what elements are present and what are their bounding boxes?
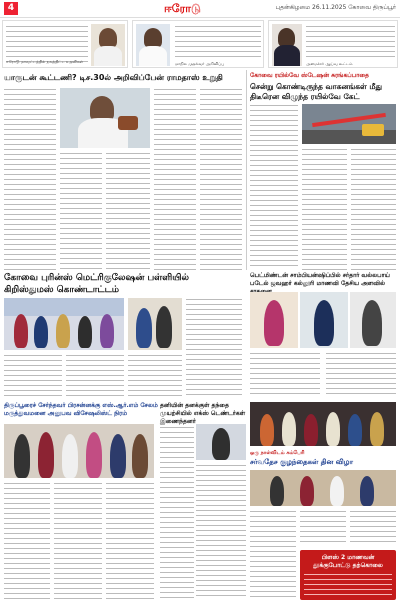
- middle-text-1: [160, 426, 194, 600]
- school-text-2: [4, 354, 62, 398]
- story-right-col-1: [250, 104, 298, 270]
- bottom-left-col-3: [106, 482, 154, 600]
- sports-photo-3: [350, 292, 396, 348]
- story-right-headline: சென்று கொண்டிருந்த வாகனங்கள் மீது திடீரென விழுந்த ரயில்வே கேட்: [250, 82, 382, 101]
- box3-caption: அமைச்சர் ஆய்வு கூட்டம்: [306, 61, 353, 66]
- sports-text-1: [250, 352, 320, 398]
- date-line: புதன்கிழமை 26.11.2025 கோவை திருப்பூர்: [275, 4, 396, 11]
- school-photo-2: [128, 298, 182, 350]
- story-left-col-2: [60, 152, 102, 270]
- sports-photo-1: [250, 292, 298, 348]
- bottom-left-photo: [4, 424, 154, 478]
- function-headline: சர்வதேச குழந்தைகள் தின விழா: [250, 458, 354, 466]
- sports-text-2: [326, 352, 396, 398]
- ad-box: [300, 550, 396, 600]
- story-left-photo: [60, 88, 150, 148]
- masthead: [0, 0, 400, 18]
- box3-text: [306, 25, 395, 59]
- box1-portrait: [91, 24, 125, 66]
- function-text-2: [300, 510, 346, 546]
- middle-photo: [196, 424, 246, 460]
- story-left-headline: யாருடன் கூட்டணி? டிச.30ல் அறிவிப்பேன் ராமதாஸ் உறுதி: [4, 73, 223, 82]
- function-photo-2: [250, 470, 396, 506]
- story-school-headline: கோவை புரின்ஸ் மெட்ரிகுலேஷன் பள்ளியில் கிறிஸ்துமஸ் கொண்டாட்டம்: [4, 273, 189, 295]
- function-text-1: [250, 510, 296, 600]
- story-left-col-3: [106, 152, 150, 270]
- school-text-3: [66, 354, 124, 398]
- story-bottom-left-headline: திருப்பூரைச் சேர்ந்தவர் பிரசன்னக்கு எஸ்.ஆர்.எம் சேலம் மருத்துவமனை அனுபவ விசேஷலிஸ்ட் நிரம்: [4, 402, 158, 417]
- box3-portrait: [272, 24, 302, 66]
- sports-photo-2: [300, 292, 348, 348]
- story-left-col-1: [4, 88, 56, 270]
- story-right-photo: [302, 104, 396, 144]
- function-photo: [250, 402, 396, 446]
- function-text-3: [350, 510, 396, 546]
- school-text-1: [186, 298, 242, 398]
- page-number: 4: [4, 2, 18, 15]
- bottom-left-col-1: [4, 482, 50, 600]
- story-left-col-4: [154, 88, 196, 270]
- paper-name: ஈரோடு: [164, 2, 201, 15]
- middle-text-2: [196, 464, 246, 600]
- top-strip-box-3: [268, 20, 398, 68]
- ad-box-text: [304, 573, 392, 595]
- story-middle-headline: தனியின் தனக்குள் தந்தை முயற்சியில் எக்ஸ் டெண்டர்கள் இணைந்தனர்: [160, 402, 246, 425]
- box2-portrait: [136, 24, 170, 66]
- box2-caption: மாநில முதல்வர் அறிவிப்பு: [175, 61, 225, 66]
- column-divider: [246, 70, 247, 270]
- story-right-col-2: [302, 148, 347, 270]
- box2-text: [175, 25, 261, 61]
- box1-caption: ஈரோடு மாவட்டத்தில் நலத்திட்ட உதவிகள்: [6, 59, 83, 64]
- top-strip-box-1: [2, 20, 128, 68]
- ad-box-title: பிளஸ் 2 மாணவன் தூக்குபோட்டு தற்கொலை: [313, 554, 383, 569]
- bottom-left-col-2: [54, 482, 102, 600]
- function-kicker: ஒரு நாள்விடம் கம்பேரி: [250, 450, 305, 456]
- school-text-4: [128, 354, 182, 398]
- story-sports-headline: பெட்மிண்டன் சாம்பியன்ஷிப்பில் சர்தார் வல்லபாய் படேல் ஜவஹர் கல்லூரி மாணவி தேசிய அளவில்: [250, 272, 390, 287]
- school-photo: [4, 298, 124, 350]
- story-right-col-3: [351, 148, 396, 270]
- top-strip-box-2: [132, 20, 264, 68]
- story-right-kicker: கோவை ரயில்வே ஸ்டேஷன் சுரங்கப்பாதை: [250, 72, 369, 79]
- story-left-col-5: [200, 88, 242, 270]
